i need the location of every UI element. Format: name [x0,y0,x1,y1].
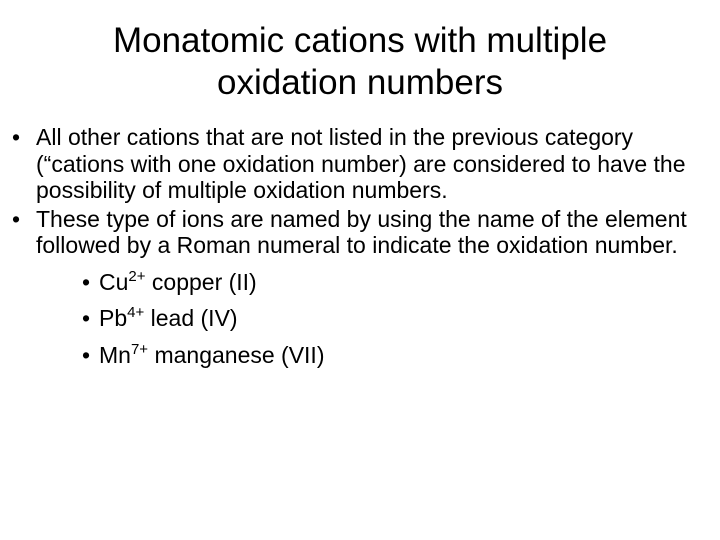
bullet-text: All other cations that are not listed in the previous category (“cations with one oxidation number) are considered to have the possibility of multiple oxidation numbers. [36,124,686,203]
ion-symbol: Mn [99,341,131,368]
ion-charge: 4+ [127,304,145,321]
sub-bullet-marker: • [82,268,91,295]
title-line-2: oxidation numbers [217,63,503,102]
slide-title [40,20,680,104]
sub-bullet-marker: • [82,341,91,368]
ion-name: copper (II) [151,268,257,295]
ion-name: lead (IV) [150,305,238,331]
example-item [0,305,720,332]
example-item [0,342,720,369]
bullet-item [0,124,720,204]
ion-charge: 2+ [128,267,146,285]
ion-symbol: Pb [99,305,128,331]
bullet-marker: • [12,205,21,232]
sub-bullet-marker: • [82,305,91,331]
bullet-marker: • [12,124,21,150]
ion-charge: 7+ [130,340,149,358]
ion-symbol: Cu [99,268,129,295]
slide-body [0,124,720,368]
ion-name: manganese (VII) [154,341,325,368]
title-line-1: Monatomic cations with multiple [112,21,608,60]
bullet-item [0,206,720,259]
bullet-text: These type of ions are named by using the name of the element followed by a Roman numeral to indicate the oxidation number. [36,205,687,258]
example-item [0,269,720,296]
